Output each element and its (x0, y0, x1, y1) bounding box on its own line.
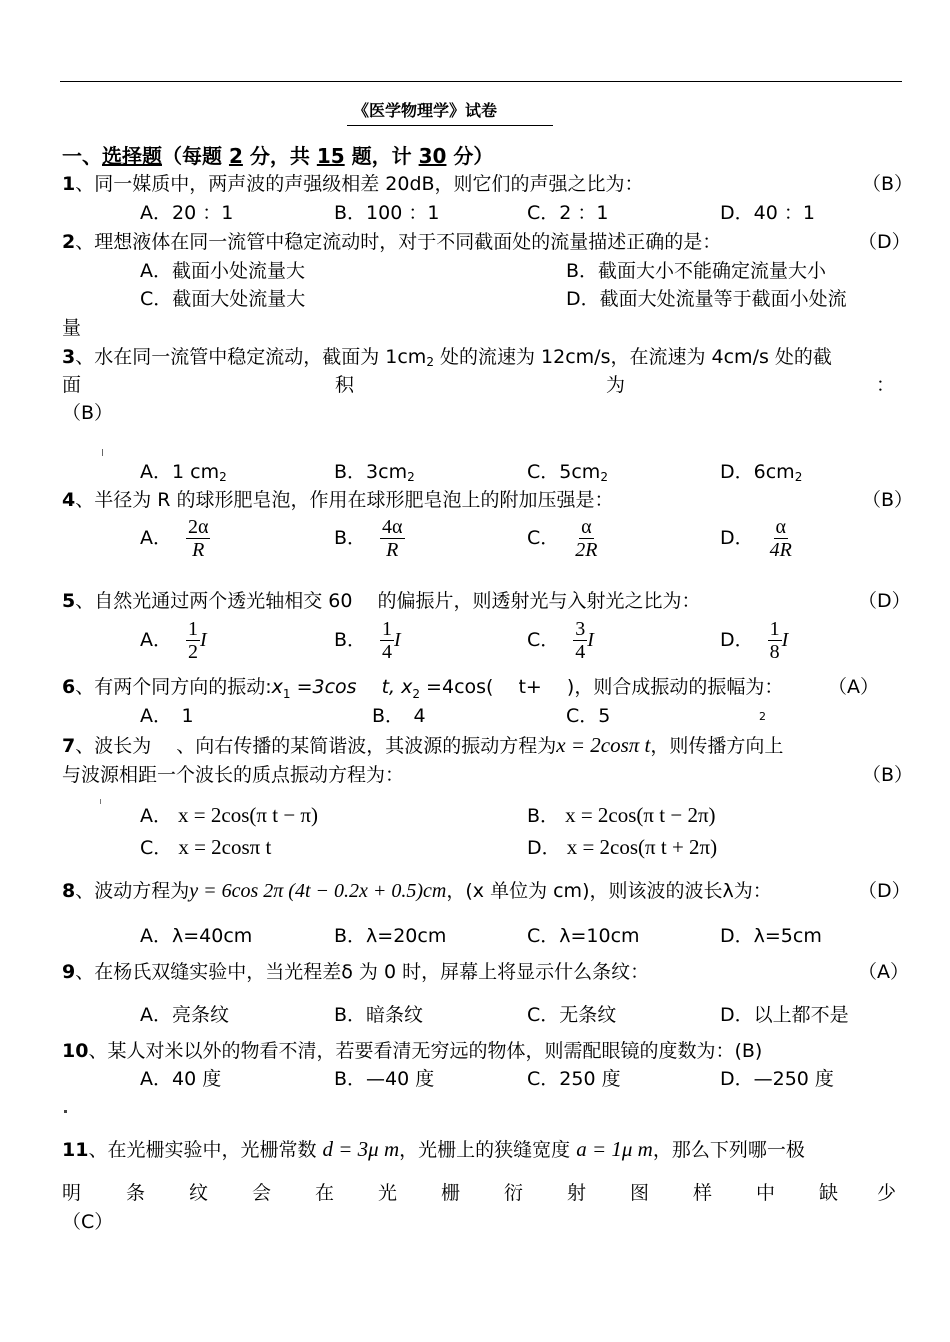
q4-option-c: C． $\frac{\alpha}{2R}$ (527, 516, 598, 561)
q1-option-d: D．40 ：1 (720, 202, 815, 224)
question-text: 、半径为 R 的球形肥皂泡，作用在球形肥皂泡上的附加压强是： (75, 489, 614, 511)
q8-option-a: A．λ=40cm (140, 925, 253, 947)
q9-option-b: B．暗条纹 (334, 1004, 424, 1026)
q3-line2-word: 积 (335, 374, 355, 396)
question-1 (62, 172, 644, 196)
q10-option-a: A．40 度 (140, 1068, 222, 1090)
answer-11: （C） (62, 1211, 114, 1233)
q3-option-a: A．1 cm2 (140, 461, 227, 484)
q8-option-d: D．λ=5cm (720, 925, 822, 947)
question-2 (62, 230, 721, 254)
q3-line2-word: 面 (62, 374, 82, 396)
section-rule-mid2: 题，计 (344, 144, 419, 168)
question-10: 10、某人对米以外的物看不清，若要看清无穷远的物体，则需配眼镜的度数为：(B) (62, 1040, 763, 1062)
question-number: 5 (62, 590, 76, 612)
question-text: 、同一媒质中，两声波的声强级相差 20dB，则它们的声强之比为： (75, 173, 644, 195)
answer-3: （B） (62, 402, 114, 424)
q7-option-a: A． x = 2cos(π t − π) (140, 803, 319, 827)
q10-option-b: B．—40 度 (334, 1068, 435, 1090)
section-rule-close: 分） (446, 144, 494, 168)
q7-option-b: B． x = 2cos(π t − 2π) (527, 803, 716, 827)
q2-option-a: A．截面小处流量大 (140, 260, 305, 282)
top-rule (60, 81, 902, 82)
section-rule-open: （每题 (162, 144, 229, 168)
section-points: 2 (228, 144, 243, 168)
answer-6: （A） (828, 676, 879, 698)
section-name: 选择题 (102, 144, 162, 168)
q11-line2-char: 少 (877, 1182, 897, 1204)
q9-option-c: C．无条纹 (527, 1004, 617, 1026)
q11-line2-char: 样 (693, 1182, 713, 1204)
answer-2: （D） (858, 231, 911, 253)
q1-option-b: B．100 ：1 (334, 202, 440, 224)
question-7: 7、波长为 、向右传播的某简谐波，其波源的振动方程为x = 2cosπ t，则传播方向上 (62, 733, 784, 757)
question-number: 8 (62, 880, 76, 902)
q7-option-c: C． x = 2cosπ t (140, 835, 272, 859)
q7-option-d: D． x = 2cos(π t + 2π) (527, 835, 718, 859)
question-4 (62, 488, 614, 512)
q11-line2-char: 明 (62, 1182, 82, 1204)
q11-line2-char: 条 (126, 1182, 146, 1204)
question-text: 、理想液体在同一流管中稳定流动时，对于不同截面处的流量描述正确的是： (75, 231, 722, 253)
q3-line2-word: ： (876, 374, 896, 396)
q5-option-d: D． $\frac{1}{8}$ I (720, 618, 789, 663)
question-number: 6 (62, 676, 76, 698)
q2-option-c: C．截面大处流量大 (140, 288, 306, 310)
section-count: 15 (316, 144, 345, 168)
answer-8: （D） (858, 880, 911, 902)
q9-option-a: A．亮条纹 (140, 1004, 229, 1026)
q2-option-b: B．截面大小不能确定流量大小 (566, 260, 827, 282)
q2-option-d: D．截面大处流量等于截面小处流 (566, 288, 847, 310)
question-number: 2 (62, 231, 76, 253)
answer-4: （B） (862, 489, 914, 511)
answer-1: （B） (862, 173, 914, 195)
q8-option-b: B．λ=20cm (334, 925, 447, 947)
answer-5: （D） (858, 590, 911, 612)
page-title: 《医学物理学》试卷 (353, 101, 498, 120)
q1-option-c: C．2 ：1 (527, 202, 609, 224)
question-6: 6、有两个同方向的振动$:x_1 =3\cos$ t, $x_2 =4\cos$( t+ )，则合成振动的振幅为： (62, 676, 784, 701)
q4-option-d: D． $\frac{\alpha}{4R}$ (720, 516, 792, 561)
q4-option-a: A． $\frac{2\alpha}{R}$ (140, 516, 209, 561)
question-9: 9、在杨氏双缝实验中，当光程差δ 为 0 时，屏幕上将显示什么条纹： (62, 961, 650, 983)
question-5 (62, 589, 701, 613)
q9-option-d: D．以上都不是 (720, 1004, 849, 1026)
answer-9: （A） (858, 961, 909, 983)
question-11: 11、在光栅实验中，光栅常数 d = 3μ m，光栅上的狭缝宽度 a = 1μ m，那么下列哪一极 (62, 1137, 805, 1161)
q11-line2-char: 光 (378, 1182, 398, 1204)
q10-option-d: D．—250 度 (720, 1068, 834, 1090)
q11-line2-char: 栅 (441, 1182, 461, 1204)
q11-line2-char: 图 (630, 1182, 650, 1204)
question-number: 3 (62, 346, 76, 368)
question-number: 7 (62, 735, 76, 757)
stray-mark (102, 449, 103, 456)
q11-line2-char: 中 (756, 1182, 776, 1204)
q3-option-d: D．6cm2 (720, 461, 803, 484)
q11-line2-char: 射 (567, 1182, 587, 1204)
q5-option-a: A． $\frac{1}{2}$ I (140, 618, 207, 663)
answer-7: （B） (862, 764, 914, 786)
question-number: 11 (62, 1139, 89, 1161)
superscript: 2 (426, 355, 434, 369)
stray-mark (100, 799, 101, 804)
q10-option-c: C．250 度 (527, 1068, 621, 1090)
question-text: 、水在同一流管中稳定流动，截面为 1cm (75, 346, 427, 368)
stray-mark: 2 (759, 710, 766, 723)
q8-option-c: C．λ=10cm (527, 925, 640, 947)
q11-line2-char: 会 (252, 1182, 272, 1204)
q3-line2-word: 为 (606, 374, 626, 396)
section-rule-mid1: 分，共 (242, 144, 317, 168)
q5-option-c: C． $\frac{3}{4}$ I (527, 618, 594, 663)
question-number: 1 (62, 173, 76, 195)
question-text-cont: 处的流速为 12cm/s，在流速为 4cm/s 处的截 (433, 346, 832, 368)
q6-option-a: A． 1 (140, 705, 194, 727)
q6-option-c: C．5 (566, 705, 611, 727)
q2-wrap-text: 量 (62, 317, 82, 339)
q3-option-b: B．3cm2 (334, 461, 415, 484)
q11-line2-char: 衍 (504, 1182, 524, 1204)
q5-option-b: B． $\frac{1}{4}$ I (334, 618, 401, 663)
q3-option-c: C．5cm2 (527, 461, 608, 484)
title-underline (347, 125, 553, 126)
question-text: 、自然光通过两个透光轴相交 60 的偏振片，则透射光与入射光之比为： (75, 590, 701, 612)
q1-option-a: A．20 ：1 (140, 202, 234, 224)
q4-option-b: B． $\frac{4\alpha}{R}$ (334, 516, 403, 561)
question-number: 10 (62, 1040, 89, 1062)
q7-line2: 与波源相距一个波长的质点振动方程为： (62, 764, 405, 786)
question-8: 8、波动方程为y = 6cos 2π (4t − 0.2x + 0.5)cm，(x 单位为 cm)，则该波的波长λ为： (62, 880, 772, 902)
question-number: 9 (62, 961, 76, 983)
section-header (62, 143, 493, 169)
question-number: 4 (62, 489, 76, 511)
stray-mark (64, 1110, 67, 1113)
question-3 (62, 345, 832, 374)
q11-line2-char: 在 (315, 1182, 335, 1204)
q11-line2-char: 缺 (819, 1182, 839, 1204)
q6-option-b: B． 4 (372, 705, 426, 727)
section-prefix: 一、 (62, 144, 102, 168)
section-total: 30 (418, 144, 447, 168)
q11-line2-char: 纹 (189, 1182, 209, 1204)
